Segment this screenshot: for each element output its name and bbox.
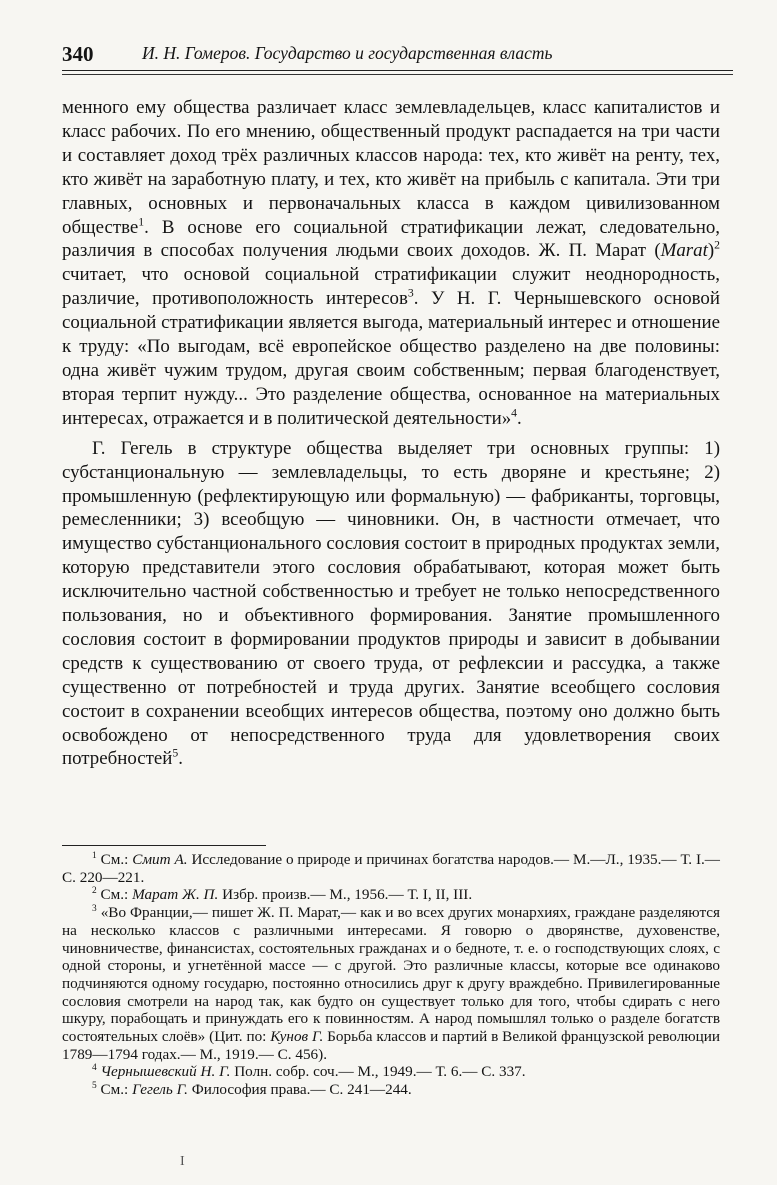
italic-text: Марат Ж. П.: [132, 886, 219, 904]
text-run: считает, что основой социальной стратификации служит неоднородность, различие, противоположность интересов: [62, 264, 720, 310]
main-text: [62, 96, 720, 771]
footnote: [62, 1081, 720, 1099]
italic-text: Чернышевский Н. Г.: [100, 1063, 231, 1081]
text-run: См.:: [96, 886, 133, 904]
header-rule-thin: [62, 74, 733, 75]
text-run: .: [517, 407, 522, 429]
italic-text: Marat: [660, 240, 708, 262]
text-run: Исследование о природе и причинах богатства народов.— М.—Л., 1935.— Т. I.— С. 220—221.: [62, 851, 720, 886]
text-run: Г. Гегель в структуре общества выделяет три основных группы: 1) субстанциональную — землевладельцы, то есть дворяне и крестьяне; 2) промышленную (рефлектирующую или формальную) — фабриканты, торговцы, ремесленники; 3) всеобщую — чиновники. Он, в частности отмечает, что имущество субстанционального сословия состоит в природных продуктах земли, которую представители этого сословия обрабатывают, которая может быть исключительно частной собственностью и требует не только непосредственного пользования, но и объективного формирования. Занятие промышленного сословия состоит в формировании продуктов природы и зависит в добывании средств к существованию от своего труда, от рефлексии и рассудка, а также существенно от потребностей и труда других. Занятие всеобщего сословия состоит в сохранении всеобщих интересов общества, поэтому оно должно быть освобождено от непосредственного труда для удовлетворения своих потребностей: [62, 437, 720, 770]
footnote: [62, 886, 720, 904]
paragraph: [62, 437, 720, 772]
footnote: [62, 904, 720, 1063]
footnote-marker: 4: [511, 406, 518, 420]
italic-text: Гегель Г.: [132, 1081, 188, 1099]
text-run: .: [178, 748, 183, 770]
paragraph: [62, 96, 720, 431]
footnote-marker: 4: [92, 1063, 97, 1074]
footnote: [62, 851, 720, 886]
text-run: Философия права.— С. 241—244.: [187, 1081, 412, 1099]
footnote-marker: 2: [714, 239, 720, 253]
footnote-marker: 1: [138, 215, 145, 229]
footnote-separator: [62, 845, 266, 846]
footnote-marker: 5: [92, 1081, 97, 1092]
page-header: [62, 38, 733, 78]
footnote-marker: 3: [407, 286, 414, 300]
footnotes: [62, 851, 720, 1099]
text-run: См.:: [96, 851, 133, 868]
page-number: 340: [62, 42, 94, 66]
footnote-marker: 5: [172, 747, 179, 761]
footnote-marker: 3: [92, 904, 97, 915]
italic-text: Кунов Г.: [270, 1028, 324, 1046]
text-run: . В основе его социальной стратификации лежат, следовательно, различия в способах получения людьми своих доходов. Ж. П. Марат (: [62, 216, 720, 262]
text-run: См.:: [96, 1081, 133, 1099]
text-run: ): [707, 240, 715, 262]
footnote-marker: 1: [92, 850, 97, 861]
footnote: [62, 1063, 720, 1081]
page-footer-mark: I: [180, 1154, 185, 1169]
header-rule: [62, 70, 733, 71]
running-head: И. Н. Гомеров. Государство и государственная власть: [142, 43, 553, 63]
text-run: менного ему общества различает класс землевладельцев, класс капиталистов и класс рабочих. По его мнению, общественный продукт распадается на три части и составляет доход трёх различных классов народа: тех, кто живёт на ренту, тех, кто живёт на заработную плату, и тех, кто живёт на прибыль с капитала. Эти три главных, основных и первоначальных класса в каждом цивилизованном обществе: [62, 97, 720, 238]
text-run: Полн. собр. соч.— М., 1949.— Т. 6.— С. 337.: [230, 1063, 526, 1081]
text-run: «Во Франции,— пишет Ж. П. Марат,— как и во всех других монархиях, граждане разделяются на несколько классов с различными интересами. Я говорю о дворянстве, духовенстве, чиновничестве, финансистах, состоятельных гражданах и о бедноте, т. е. о господствующих слоях, с одной стороны, и угнетённой массе — с другой. Это различные классы, которые все одинаково подчиняются одному государю, постоянно относились друг к другу враждебно. Привилегированные сословия смотрели на народ так, как будто он существует только для того, чтобы сдирать с него шкуру, порабощать и принуждать его к повинностям. А народ помышлял только о разделе богатств состоятельных слоёв» (Цит. по:: [62, 904, 720, 1046]
footnote-marker: 2: [92, 886, 97, 897]
italic-text: Смит А.: [132, 851, 188, 868]
text-run: . У Н. Г. Чернышевского основой социальной стратификации является выгода, материальный интерес и отношение к труду: «По выгодам, всё европейское общество разделено на две половины: одна живёт чужим трудом, другая своим собственным; первая благоденствует, вторая терпит нужду... Это разделение общества, основанное на материальных интересах, отражается и в политической деятельности»: [62, 288, 720, 429]
text-run: Избр. произв.— М., 1956.— Т. I, II, III.: [218, 886, 473, 904]
text-run: Борьба классов и партий в Великой французской революции 1789—1794 годах.— М., 1919.— С. 456).: [62, 1028, 721, 1063]
